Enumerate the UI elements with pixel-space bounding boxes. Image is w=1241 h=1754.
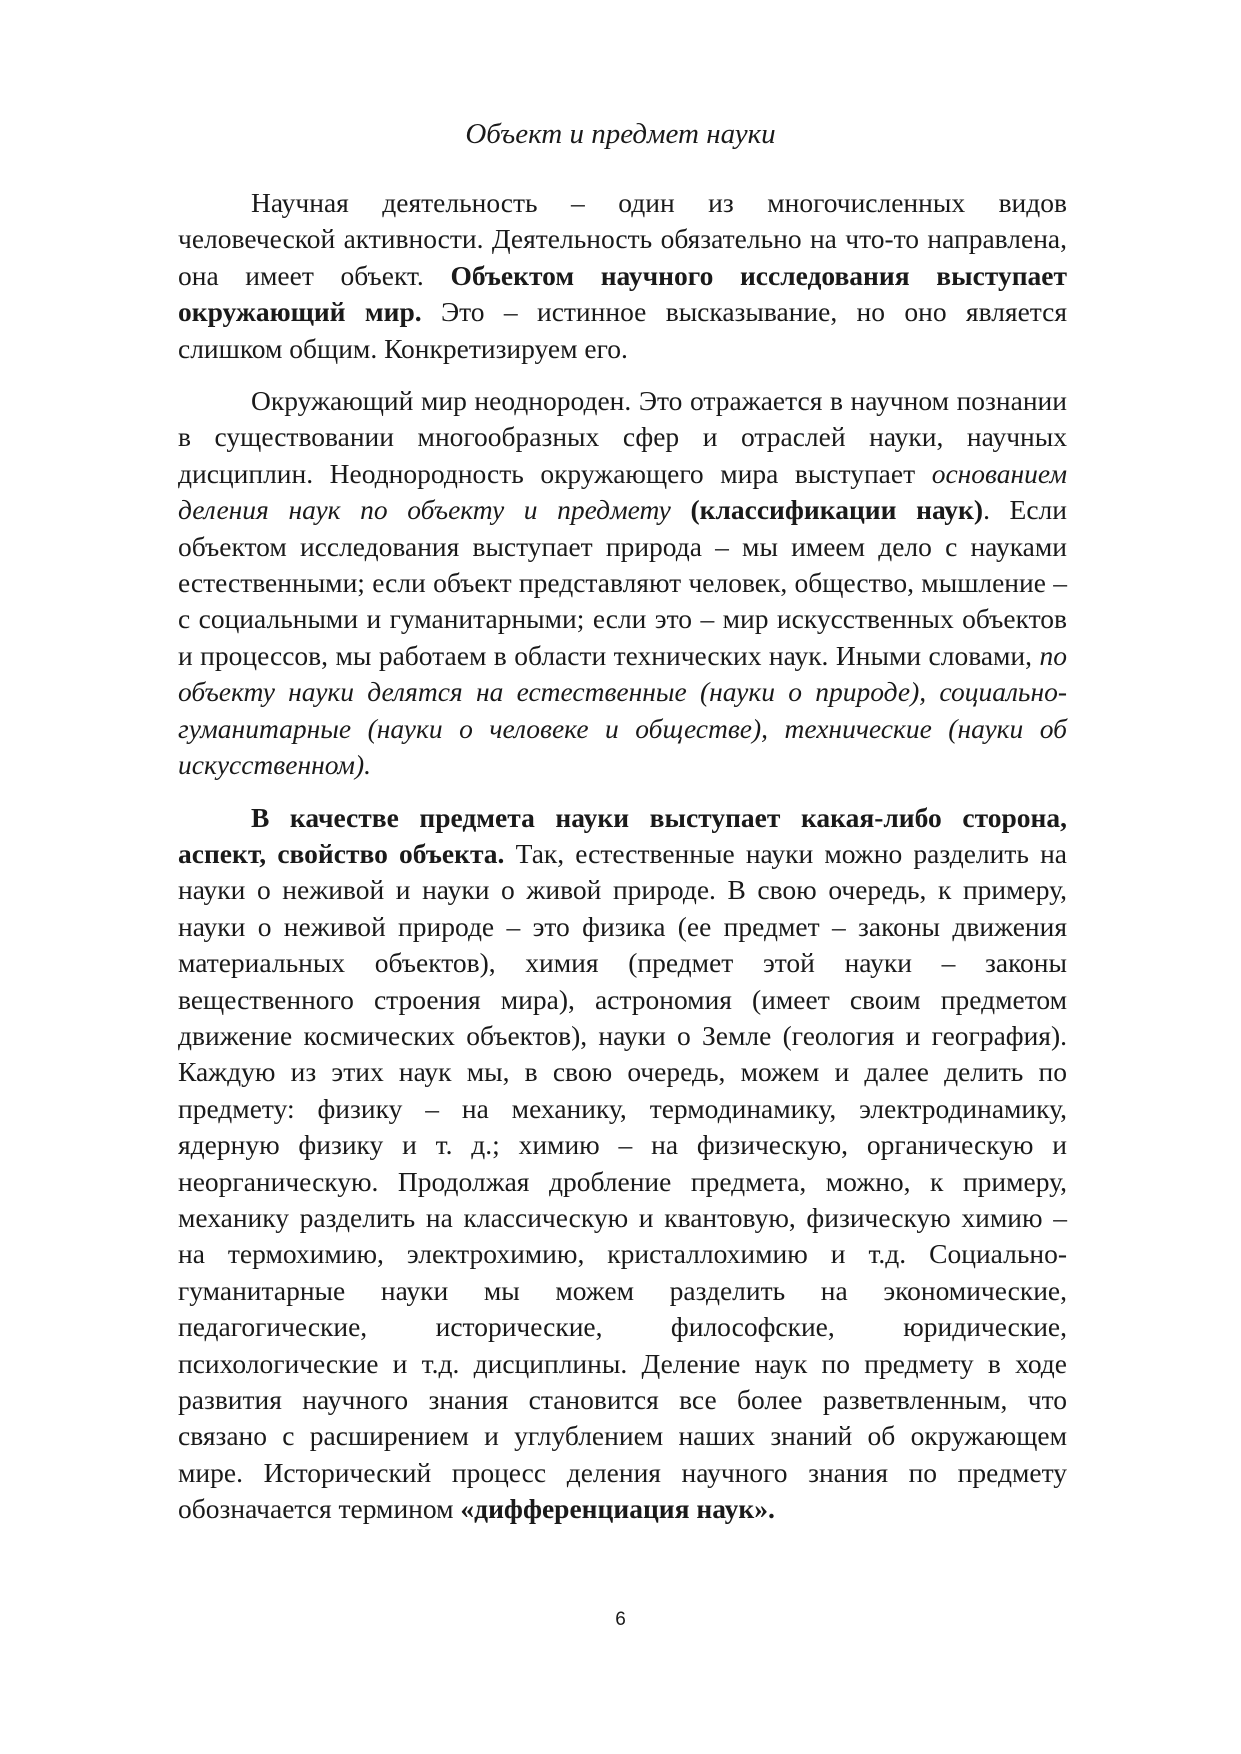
bold-text: В качестве предмета науки выступает какая-либо сторона, аспект, свойство объекта. (178, 801, 1067, 869)
bold-text: (классификации наук) (690, 494, 984, 526)
page-number: 6 (615, 1609, 626, 1630)
bold-text: Объектом научного исследования выступает окружающий мир. (178, 259, 1067, 328)
page-title: Объект и предмет науки (465, 118, 776, 150)
italic-text: основанием деления наук по объекту и предмету (178, 457, 1067, 526)
text-run: . Если объектом исследования выступает природа – мы имеем дело с науками естественными; если объект представляют человек, общество, мышление – с социальными и гуманитарными; если это – мир искусственных объектов и процессов, мы работаем в области технических наук. Иными словами, (178, 494, 1067, 671)
bold-text: «дифференциация наук». (460, 1493, 775, 1525)
text-run: Это – истинное высказывание, но оно является слишком общим. Конкретизируем его. (178, 296, 1067, 364)
text-run (671, 494, 691, 525)
text-run: Так, естественные науки можно разделить на науки о неживой и науки о живой природе. В свою очередь, к примеру, науки о неживой природе – это физика (ее предмет – законы движения материальных объектов), химия (предмет этой науки – законы вещественного строения мира), астрономия (имеет своим предметом движение космических объектов), науки о Земле (геология и география). Каждую из этих наук мы, в свою очередь, можем и далее делить по предмету: физику – на механику, термодинамику, электродинамику, ядерную физику и т. д.; химию – на физическую, органическую и неорганическую. Продолжая дробление предмета, можно, к примеру, механику разделить на классическую и квантовую, физическую химию – на термохимию, электрохимию, кристаллохимию и т.д. Социально-гуманитарные науки мы можем разделить на экономические, педагогические, исторические, философские, юридические, психологические и т.д. дисциплины. Деление наук по предмету в ходе развития научного знания становится все более разветвленным, что связано с расширением и углублением наших знаний об окружающем мире. Исторический процесс деления научного знания по предмету обозначается термином (178, 837, 1067, 1525)
text-run: Окружающий мир неоднороден. Это отражается в научном познании в существовании многообразных сфер и отраслей науки, научных дисциплин. Неоднородность окружающего мира выступает (178, 385, 1067, 489)
italic-text: по объекту науки делятся на естественные (науки о природе), социально-гуманитарные (науки о человеке и обществе), технические (науки об искусственном). (178, 639, 1067, 781)
paragraph-1 (178, 185, 1067, 367)
paragraph-2 (178, 383, 1067, 783)
body-text (178, 185, 1067, 1544)
text-run: Научная деятельность – один из многочисленных видов человеческой активности. Деятельность обязательно на что-то направлена, она имеет объект. (178, 187, 1067, 291)
paragraph-3 (178, 800, 1067, 1528)
